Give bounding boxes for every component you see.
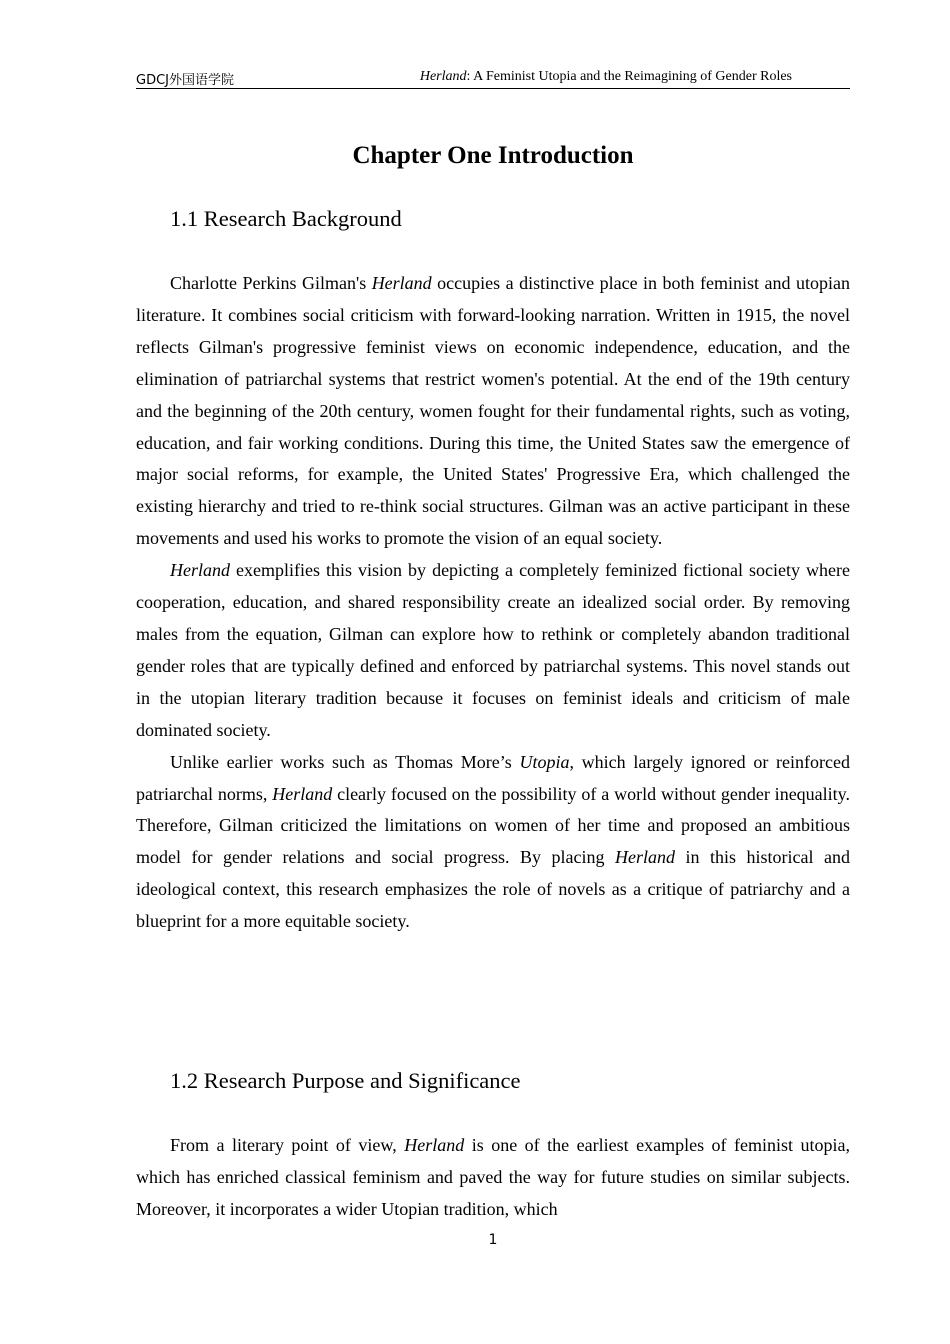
header-thesis-title xyxy=(420,69,792,85)
header-title-italic: Herland xyxy=(419,69,467,84)
header-institution: GDCJ外国语学院 xyxy=(136,73,234,88)
section-1-2-body xyxy=(136,1130,850,1226)
section-1-1-body xyxy=(136,268,850,938)
paragraph: Charlotte Perkins Gilman's Herland occupies a distinctive place in both feminist and utopian literature. It combines social criticism with forward-looking narration. Written in 1915, the novel reflects Gilman's progressive feminist views on economic independence, education, and the elimination of patriarchal systems that restrict women's potential. At the end of the 19th century and the beginning of the 20th century, women fought for their fundamental rights, such as voting, education, and fair working conditions. During this time, the United States saw the emergence of major social reforms, for example, the United States' Progressive Era, which challenged the existing hierarchy and tried to re-think social structures. Gilman was an active participant in these movements and used his works to promote the vision of an equal society. xyxy=(136,273,850,549)
paragraph: Unlike earlier works such as Thomas More’s Utopia, which largely ignored or reinforced patriarchal norms, Herland clearly focused on the possibility of a world without gender inequality. Therefore, Gilman criticized the limitations on women of her time and proposed an ambitious model for gender relations and social progress. By placing Herland in this historical and ideological context, this research emphasizes the role of novels as a critique of patriarchy and a blueprint for a more equitable society. xyxy=(136,751,851,932)
chapter-title: Chapter One Introduction xyxy=(352,142,634,169)
section-heading-1-2: 1.2 Research Purpose and Significance xyxy=(170,1068,521,1093)
paragraph: From a literary point of view, Herland is one of the earliest examples of feminist utopia, which has enriched classical feminism and paved the way for future studies on similar subjects. Moreover, it incorporates a wider Utopian tradition, which xyxy=(136,1135,851,1219)
running-header xyxy=(136,66,850,89)
page-number: 1 xyxy=(488,1232,498,1248)
paragraph: Herland exemplifies this vision by depicting a completely feminized fictional society where cooperation, education, and shared responsibility create an idealized social order. By removing males from the equation, Gilman can explore how to rethink or completely abandon traditional gender roles that are typically defined and enforced by patriarchal systems. This novel stands out in the utopian literary tradition because it focuses on feminist ideals and criticism of male dominated society. xyxy=(136,560,850,740)
section-heading-1-1: 1.1 Research Background xyxy=(170,206,402,231)
header-title-rest: : A Feminist Utopia and the Reimagining of Gender Roles xyxy=(466,69,792,84)
